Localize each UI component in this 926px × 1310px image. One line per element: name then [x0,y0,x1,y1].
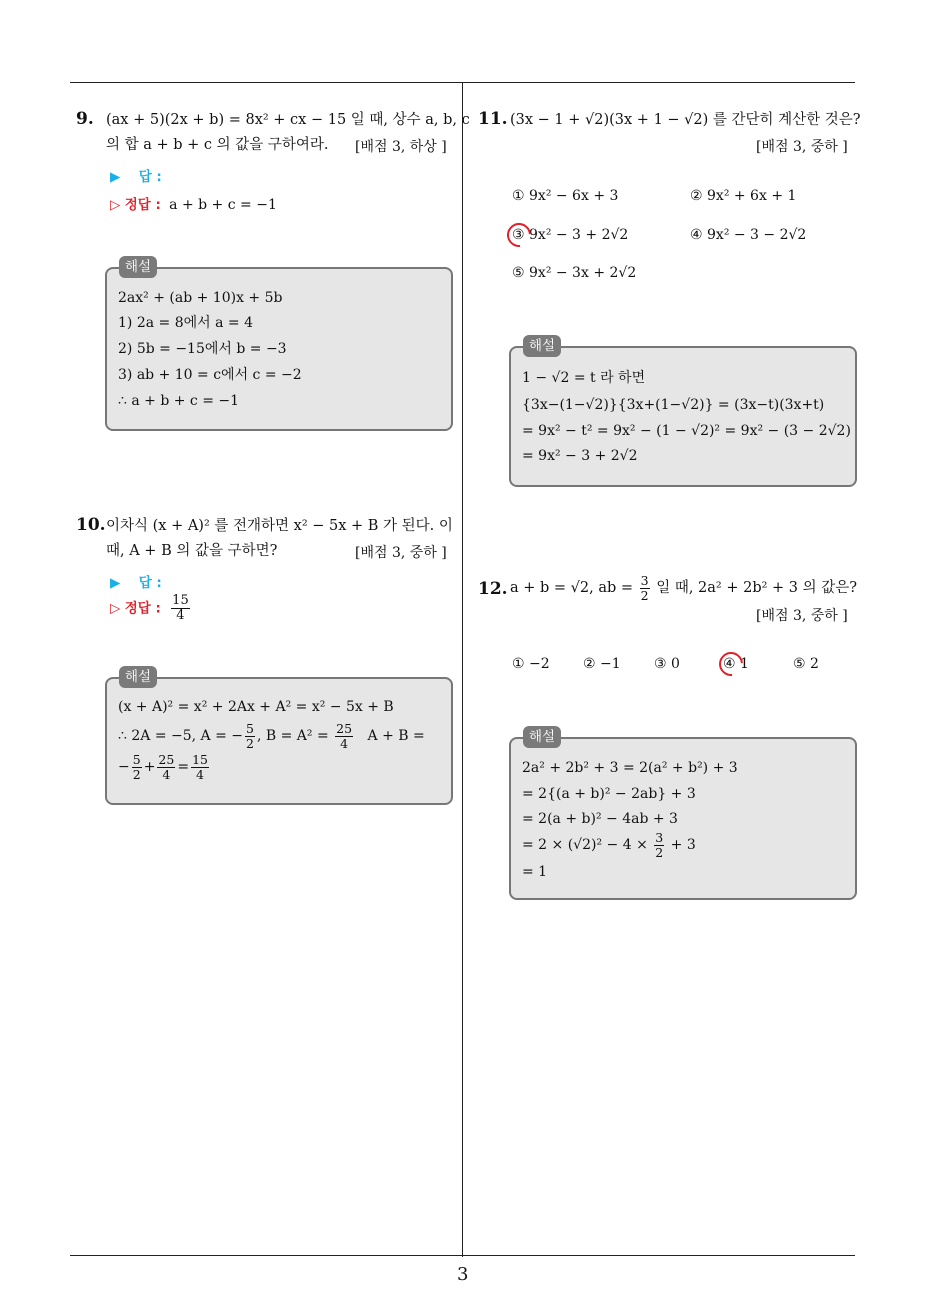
q12-solution-tag: 해설 [523,726,561,748]
q10-solution-tag: 해설 [119,666,157,688]
q11-option-2[interactable]: ② 9x² + 6x + 1 [690,188,797,204]
q10-correct-fraction: $\frac{15}{4}$ [172,593,189,623]
q9-correct-row [110,193,277,213]
outline-play-icon: ▷ [110,600,121,617]
outline-play-icon: ▷ [110,197,121,213]
q12-points: [배점 3, 중하 ] [756,608,848,624]
selected-answer-mark-icon [502,218,536,252]
q12-number: 12. [478,579,508,599]
q10-solution-line: − $\frac{5}{2}$ + $\frac{25}{4}$ = $\frac{15}{4}$ [118,751,208,782]
q12-solution-line: = 2 × (√2)² − 4 × $\frac{3}{2}$ + 3 [522,829,696,860]
q11-solution-line: = 9x² − 3 + 2√2 [522,448,638,464]
q9-solution-line: 3) ab + 10 = c에서 c = −2 [118,367,302,383]
q10-solution-line: ∴ 2A = −5, A = − $\frac{5}{2}$ , B = A² = $\frac{25}{4}$ A + B = [118,720,425,751]
q12-option-1[interactable]: ① −2 [512,656,550,672]
q11-number: 11. [478,109,508,129]
q11-solution-tag: 해설 [523,335,561,357]
selected-answer-mark-icon [714,647,748,681]
q11-option-4[interactable]: ④ 9x² − 3 − 2√2 [690,227,807,243]
q12-stem: a + b = √2, ab = $\frac{3}{2}$ 일 때, 2a² + 2b² + 3 의 값은? [510,572,858,603]
q9-correct-value: a + b + c = −1 [169,197,277,213]
q10-stem-line1: 이차식 (x + A)² 를 전개하면 x² − 5x + B 가 된다. 이 [106,518,453,534]
q11-option-5[interactable]: ⑤ 9x² − 3x + 2√2 [512,265,637,281]
q12-solution-line: = 2{(a + b)² − 2ab} + 3 [522,786,696,802]
q11-solution-line: = 9x² − t² = 9x² − (1 − √2)² = 9x² − (3 − 2√2) [522,423,851,439]
q9-answer-row [110,165,162,185]
bottom-rule [70,1255,855,1256]
q9-stem-line2: 의 합 a + b + c 의 값을 구하여라. [106,137,329,153]
play-icon: ▶ [110,169,121,185]
q11-stem-line1: (3x − 1 + √2)(3x + 1 − √2) 를 간단히 계산한 것은? [510,112,861,128]
q10-answer-row [110,571,162,591]
play-icon: ▶ [110,575,121,591]
q11-option-3[interactable]: ③ 9x² − 3 + 2√2 [512,227,629,243]
answer-label: 답 : [138,575,162,591]
q9-number: 9. [76,109,94,129]
q12-option-2[interactable]: ② −1 [583,656,621,672]
q9-solution-line: ∴ a + b + c = −1 [118,393,240,409]
q9-solution-line: 2) 5b = −15에서 b = −3 [118,341,287,357]
q12-solution-line: 2a² + 2b² + 3 = 2(a² + b²) + 3 [522,760,738,776]
q11-solution-line: 1 − √2 = t 라 하면 [522,370,646,386]
answer-label: 답 : [138,169,162,185]
q10-solution-line: (x + A)² = x² + 2Ax + A² = x² − 5x + B [118,699,394,715]
q12-solution-line: = 2(a + b)² − 4ab + 3 [522,811,678,827]
q11-points: [배점 3, 중하 ] [756,139,848,155]
q12-solution-line: = 1 [522,864,548,880]
q10-number: 10. [76,515,106,535]
q10-points: [배점 3, 중하 ] [355,545,447,561]
q9-solution-tag: 해설 [119,256,157,278]
q11-solution-line: {3x−(1−√2)}{3x+(1−√2)} = (3x−t)(3x+t) [522,397,825,413]
q12-option-5[interactable]: ⑤ 2 [793,656,819,672]
q9-points: [배점 3, 하상 ] [355,139,447,155]
correct-label: 정답 : [124,600,161,617]
q10-correct-row [110,594,192,623]
q11-option-1[interactable]: ① 9x² − 6x + 3 [512,188,619,204]
q12-option-4[interactable]: ④ 1 [723,656,749,672]
q9-solution-line: 2ax² + (ab + 10)x + 5b [118,290,283,306]
correct-label: 정답 : [124,197,161,213]
page-number: 3 [457,1264,469,1285]
column-divider [462,82,463,1257]
q12-option-3[interactable]: ③ 0 [654,656,680,672]
q9-solution-line: 1) 2a = 8에서 a = 4 [118,315,253,331]
q9-stem-line1: (ax + 5)(2x + b) = 8x² + cx − 15 일 때, 상수 a, b, c [106,112,470,128]
q10-stem-line2: 때, A + B 의 값을 구하면? [106,543,278,559]
